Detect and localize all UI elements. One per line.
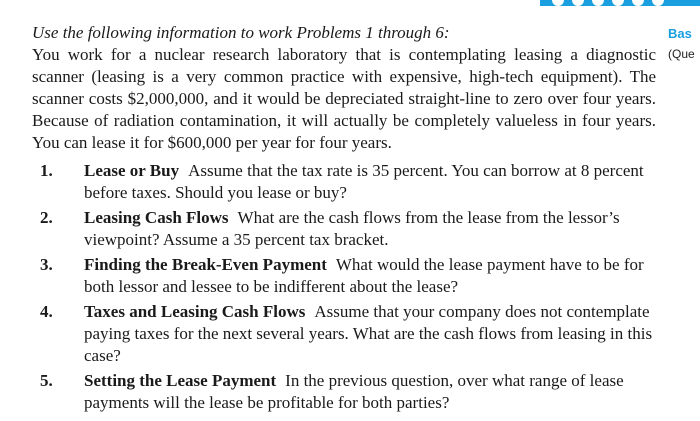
- problem-title: Finding the Break-Even Payment: [84, 255, 327, 274]
- problem-title: Taxes and Leasing Cash Flows: [84, 302, 306, 321]
- problem-text: What would the lease payment have to be for both lessor and lessee to be indifferent about the lease?: [84, 255, 644, 296]
- problem-text: Assume that your company does not contemplate paying taxes for the next several years. What are the cash flows from leasing in this case?: [84, 302, 653, 365]
- problem-text: What are the cash flows from the lease from the lessor’s viewpoint? Assume a 35 percent tax bracket.: [84, 208, 620, 249]
- problem-body: [84, 207, 656, 251]
- problem-body: [84, 301, 656, 367]
- problem-body: [84, 370, 656, 414]
- problem-title: Lease or Buy: [84, 161, 180, 180]
- problem-item: [32, 160, 656, 204]
- problem-text: Assume that the tax rate is 35 percent. You can borrow at 8 percent before taxes. Should you lease or buy?: [84, 161, 644, 202]
- problem-body: [84, 160, 656, 204]
- problem-body: [84, 254, 656, 298]
- intro-body: You work for a nuclear research laboratory that is contemplating leasing a diagnostic scanner (leasing is a very common practice with expensive, high-tech equipment). The scanner costs $2,000,000, and it would be depreciated straight-line to zero over four years. Because of radiation contamination, it will actually be completely valueless in four years. You can lease it for $600,000 per year for four years.: [32, 45, 656, 152]
- problem-set: [32, 22, 656, 417]
- problem-number: 2.: [40, 208, 53, 227]
- problem-list: [32, 160, 656, 414]
- problem-item: [32, 207, 656, 251]
- problem-item: [32, 301, 656, 367]
- problem-item: [32, 370, 656, 414]
- problem-number: 4.: [40, 302, 53, 321]
- header-strip: [0, 0, 700, 6]
- problem-text: In the previous question, over what range of lease payments will the lease be profitable for both parties?: [84, 371, 624, 412]
- problem-title: Leasing Cash Flows: [84, 208, 229, 227]
- problem-title: Setting the Lease Payment: [84, 371, 277, 390]
- intro-heading: Use the following information to work Problems 1 through 6:: [32, 23, 450, 42]
- problem-number: 5.: [40, 371, 53, 390]
- side-heading: Bas: [668, 26, 692, 41]
- problem-number: 1.: [40, 161, 53, 180]
- side-column: [668, 24, 700, 64]
- problem-number: 3.: [40, 255, 53, 274]
- side-subheading: (Que: [668, 47, 695, 61]
- problem-item: [32, 254, 656, 298]
